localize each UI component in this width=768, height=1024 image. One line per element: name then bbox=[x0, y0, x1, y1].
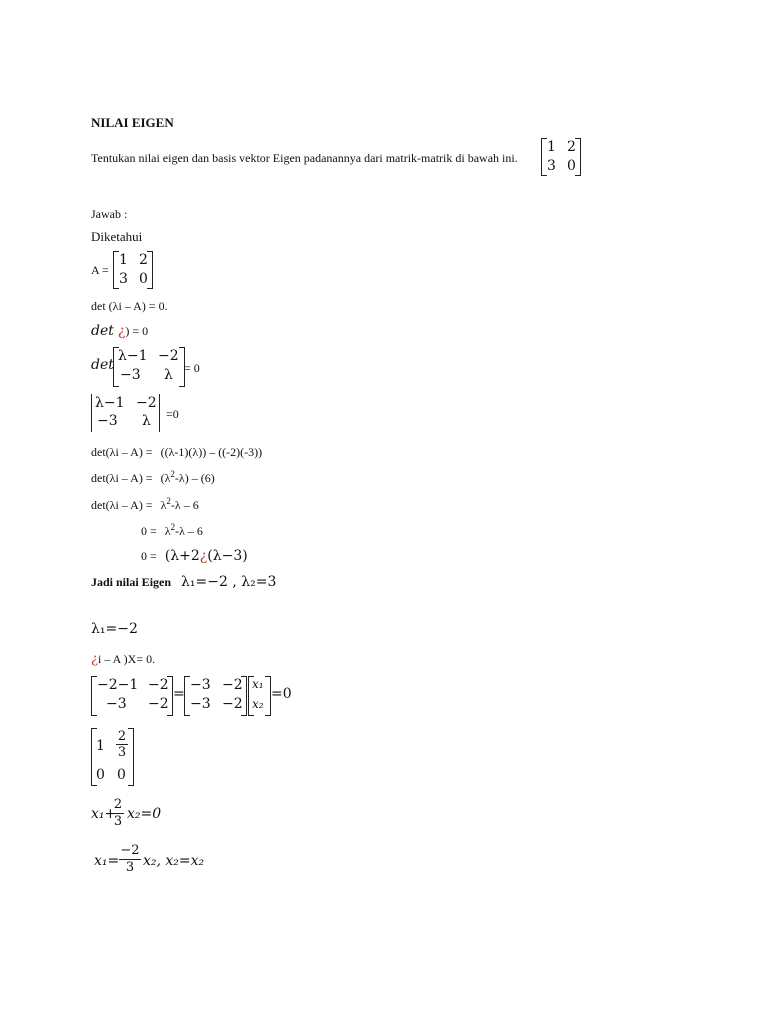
determinant: λ−1 −2 −3 λ bbox=[91, 394, 160, 432]
step-3: $\det(\lambda i - A) = \lambda^2-\lambda - 6$ bbox=[91, 496, 199, 512]
matrix-a-label: A = bbox=[91, 263, 109, 277]
linear-eq-left: x₁+ bbox=[91, 806, 117, 822]
rref-fraction: $\frac{2}{3}$ bbox=[117, 729, 127, 760]
linear-eq-fraction: $\frac{2}{3}$ bbox=[113, 797, 123, 829]
det-equation: det (λi – A) = 0. bbox=[91, 299, 168, 313]
system-result: =0 bbox=[271, 686, 292, 702]
solution-fraction: $\frac{-2}{3}$ bbox=[120, 843, 140, 875]
rref-matrix: 1 $\frac{2}{3}$ 0 0 bbox=[91, 728, 134, 786]
det-word: det bbox=[91, 357, 114, 373]
vector-x: x₁ x₂ bbox=[248, 676, 271, 716]
subst-line: ¿i – A )X= 0. bbox=[91, 652, 156, 667]
given-label: Diketahui bbox=[91, 229, 143, 244]
det-matrix-eq: = 0 bbox=[184, 361, 200, 375]
system-matrix-2: −3 −2 −3 −2 bbox=[184, 676, 247, 716]
determinant-eq: =0 bbox=[166, 407, 179, 421]
det-broken-line: det ¿) = 0 bbox=[91, 323, 149, 339]
matrix-a: 1 2 3 0 bbox=[113, 251, 153, 289]
step-2: $\det(\lambda i - A) = (\lambda^2-\lambda) - (6)$ bbox=[91, 469, 215, 485]
page-title: NILAI EIGEN bbox=[91, 115, 174, 130]
answer-label: Jawab : bbox=[91, 207, 128, 221]
intro-matrix: 1 2 3 0 bbox=[541, 138, 581, 176]
system-equals: = bbox=[173, 686, 185, 702]
lambda1-case: λ₁=−2 bbox=[91, 621, 138, 637]
linear-eq-right: x₂=0 bbox=[127, 806, 162, 822]
step-1: det(λi – A) = ((λ-1)(λ)) – ((-2)(-3)) bbox=[91, 445, 263, 459]
step-factored: 0 = (λ+2¿(λ−3) bbox=[141, 548, 248, 564]
solution-right: x₂, x₂=x₂ bbox=[143, 853, 205, 869]
det-matrix: λ−1 −2 −3 λ bbox=[113, 347, 185, 387]
system-matrix-1: −2−1 −2 −3 −2 bbox=[91, 676, 173, 716]
problem-statement: Tentukan nilai eigen dan basis vektor Eigen padanannya dari matrik-matrik di bawah ini. bbox=[91, 151, 518, 165]
step-4: $0 = \lambda^2-\lambda - 6$ bbox=[141, 522, 203, 538]
eigen-conclusion: Jadi nilai Eigen λ₁=−2 , λ₂=3 bbox=[91, 574, 277, 590]
solution-left: x₁= bbox=[94, 853, 120, 869]
